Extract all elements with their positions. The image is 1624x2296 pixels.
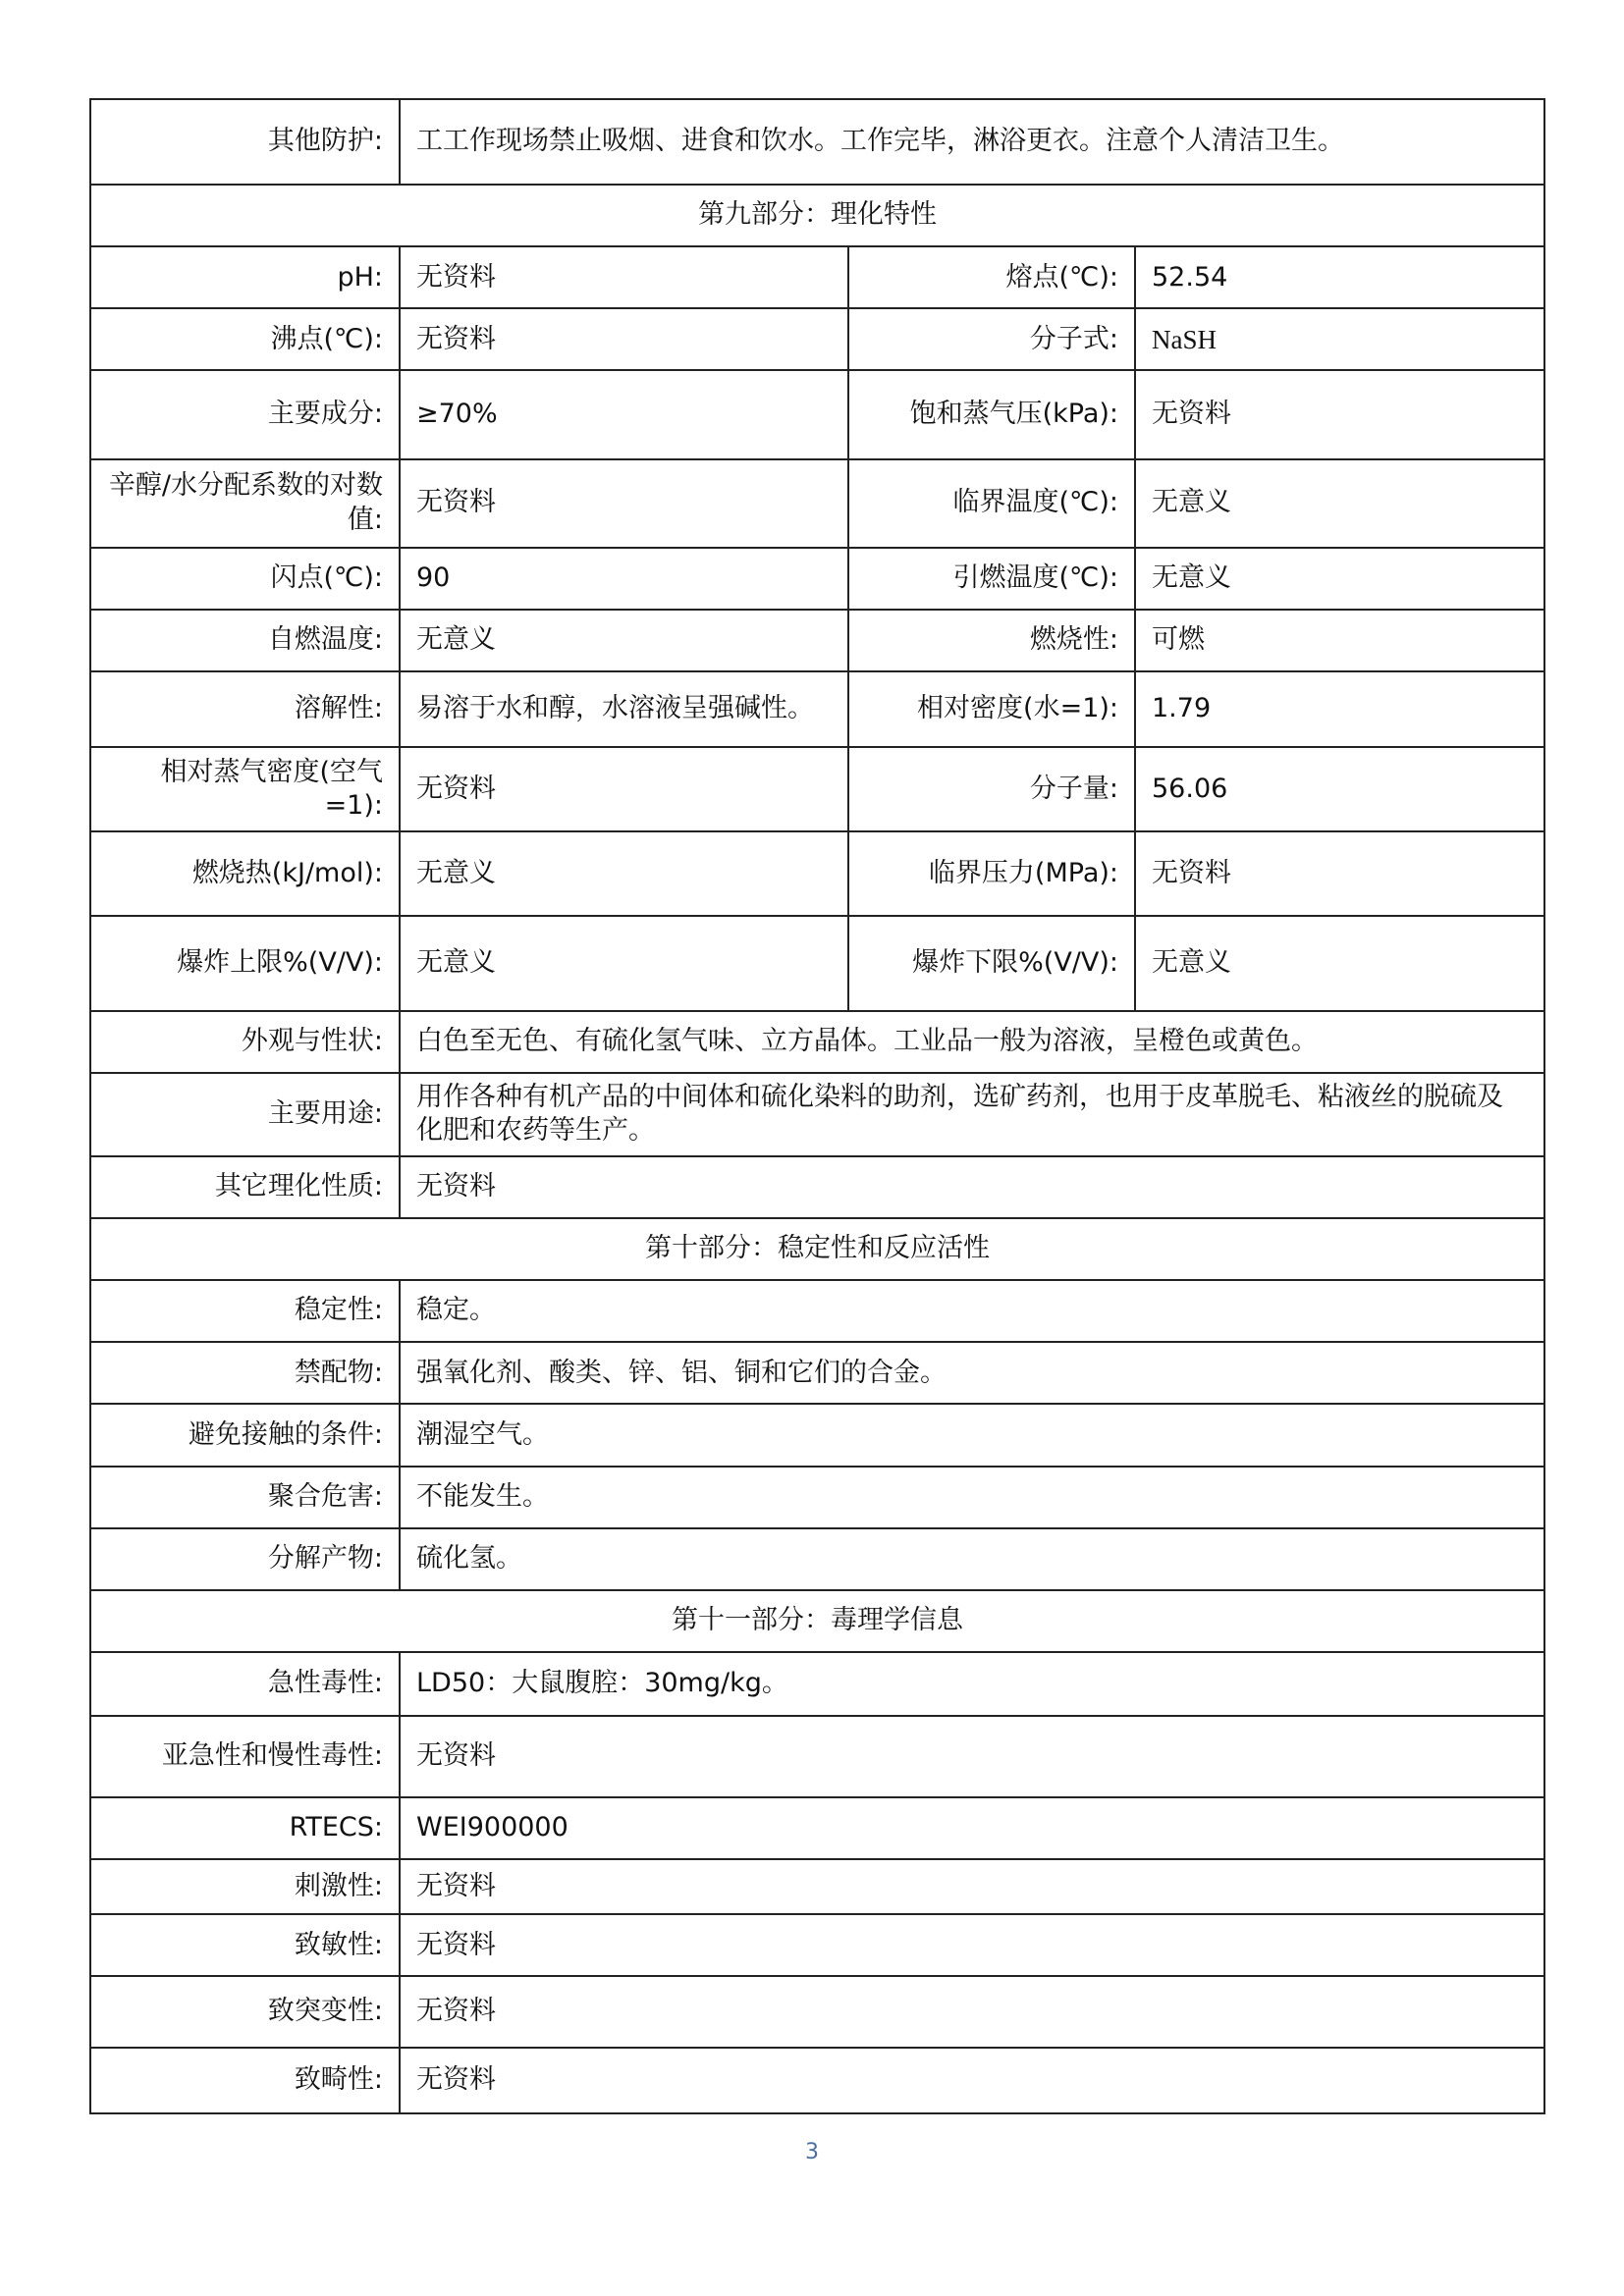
property-value: 用作各种有机产品的中间体和硫化染料的助剂，选矿药剂，也用于皮革脱毛、粘液丝的脱硫及化肥和农药等生产。 [400,1073,1544,1156]
property-row [90,246,1544,308]
stability-row [90,1404,1544,1466]
row-other-protection [90,99,1544,185]
section-9-title: 第九部分：理化特性 [90,185,1544,246]
property-value: 56.06 [1135,747,1544,831]
stability-row [90,1280,1544,1342]
property-label: 相对密度(水=1): [848,671,1135,747]
row-label: 禁配物: [90,1342,400,1404]
toxicology-row [90,1716,1544,1797]
property-value: NaSH [1135,308,1544,370]
property-value: 白色至无色、有硫化氢气味、立方晶体。工业品一般为溶液，呈橙色或黄色。 [400,1011,1544,1073]
property-row [90,610,1544,671]
section-11-header [90,1590,1544,1652]
property-value: 无意义 [1135,548,1544,610]
property-value: 无资料 [400,459,848,548]
property-value: 无意义 [1135,459,1544,548]
property-row-wide [90,1011,1544,1073]
property-label: 主要用途: [90,1073,400,1156]
property-label: 辛醇/水分配系数的对数值: [90,459,400,548]
property-label: 临界温度(℃): [848,459,1135,548]
property-label: 熔点(℃): [848,246,1135,308]
property-label: 饱和蒸气压(kPa): [848,370,1135,458]
property-label: 闪点(℃): [90,548,400,610]
row-label: 致突变性: [90,1976,400,2047]
property-label: 燃烧热(kJ/mol): [90,831,400,915]
property-row-wide [90,1156,1544,1218]
row-label: 避免接触的条件: [90,1404,400,1466]
row-value: 潮湿空气。 [400,1404,1544,1466]
property-label: 溶解性: [90,671,400,747]
property-label: 燃烧性: [848,610,1135,671]
property-label: 其它理化性质: [90,1156,400,1218]
property-label: 爆炸下限%(V/V): [848,916,1135,1011]
property-value: 无意义 [400,916,848,1011]
row-label: 聚合危害: [90,1467,400,1528]
row-label: 其他防护: [90,99,400,185]
property-value: ≥70% [400,370,848,458]
row-label: 分解产物: [90,1528,400,1590]
toxicology-row [90,1652,1544,1716]
row-label: 致敏性: [90,1914,400,1976]
property-value: 无资料 [1135,370,1544,458]
row-value: 无资料 [400,1859,1544,1914]
row-label: 急性毒性: [90,1652,400,1716]
property-row [90,747,1544,831]
property-value: 易溶于水和醇，水溶液呈强碱性。 [400,671,848,747]
property-row [90,671,1544,747]
toxicology-row [90,2048,1544,2113]
row-label: RTECS: [90,1797,400,1859]
row-value: WEI900000 [400,1797,1544,1859]
property-label: 自燃温度: [90,610,400,671]
section-11-title: 第十一部分：毒理学信息 [90,1590,1544,1652]
property-label: pH: [90,246,400,308]
property-value: 52.54 [1135,246,1544,308]
row-value: 无资料 [400,1716,1544,1797]
property-label: 分子量: [848,747,1135,831]
property-row [90,916,1544,1011]
row-value: 硫化氢。 [400,1528,1544,1590]
row-value: LD50：大鼠腹腔：30mg/kg。 [400,1652,1544,1716]
property-label: 外观与性状: [90,1011,400,1073]
row-value: 工工作现场禁止吸烟、进食和饮水。工作完毕，淋浴更衣。注意个人清洁卫生。 [400,99,1544,185]
property-row [90,459,1544,548]
row-value: 不能发生。 [400,1467,1544,1528]
property-label: 分子式: [848,308,1135,370]
property-value: 90 [400,548,848,610]
property-row [90,548,1544,610]
property-value: 1.79 [1135,671,1544,747]
stability-row [90,1467,1544,1528]
property-label: 沸点(℃): [90,308,400,370]
row-value: 稳定。 [400,1280,1544,1342]
stability-row [90,1528,1544,1590]
row-value: 强氧化剂、酸类、锌、铝、铜和它们的合金。 [400,1342,1544,1404]
property-value: 可燃 [1135,610,1544,671]
property-label: 主要成分: [90,370,400,458]
property-label: 引燃温度(℃): [848,548,1135,610]
property-value: 无资料 [400,747,848,831]
stability-row [90,1342,1544,1404]
property-row [90,831,1544,915]
property-value: 无意义 [400,831,848,915]
toxicology-row [90,1914,1544,1976]
property-value: 无资料 [400,1156,1544,1218]
row-label: 稳定性: [90,1280,400,1342]
section-10-header [90,1218,1544,1280]
row-value: 无资料 [400,1976,1544,2047]
property-value: 无意义 [1135,916,1544,1011]
page-number: 3 [805,2140,819,2164]
row-value: 无资料 [400,2048,1544,2113]
row-label: 亚急性和慢性毒性: [90,1716,400,1797]
property-label: 爆炸上限%(V/V): [90,916,400,1011]
property-value: 无资料 [400,246,848,308]
section-10-title: 第十部分：稳定性和反应活性 [90,1218,1544,1280]
property-value: 无资料 [1135,831,1544,915]
toxicology-row [90,1976,1544,2047]
row-value: 无资料 [400,1914,1544,1976]
row-label: 致畸性: [90,2048,400,2113]
property-row [90,308,1544,370]
toxicology-row [90,1859,1544,1914]
property-label: 临界压力(MPa): [848,831,1135,915]
section-9-header [90,185,1544,246]
property-label: 相对蒸气密度(空气=1): [90,747,400,831]
property-row-wide [90,1073,1544,1156]
property-row [90,370,1544,458]
property-value: 无资料 [400,308,848,370]
toxicology-row [90,1797,1544,1859]
row-label: 刺激性: [90,1859,400,1914]
property-value: 无意义 [400,610,848,671]
sds-table [89,98,1545,2114]
